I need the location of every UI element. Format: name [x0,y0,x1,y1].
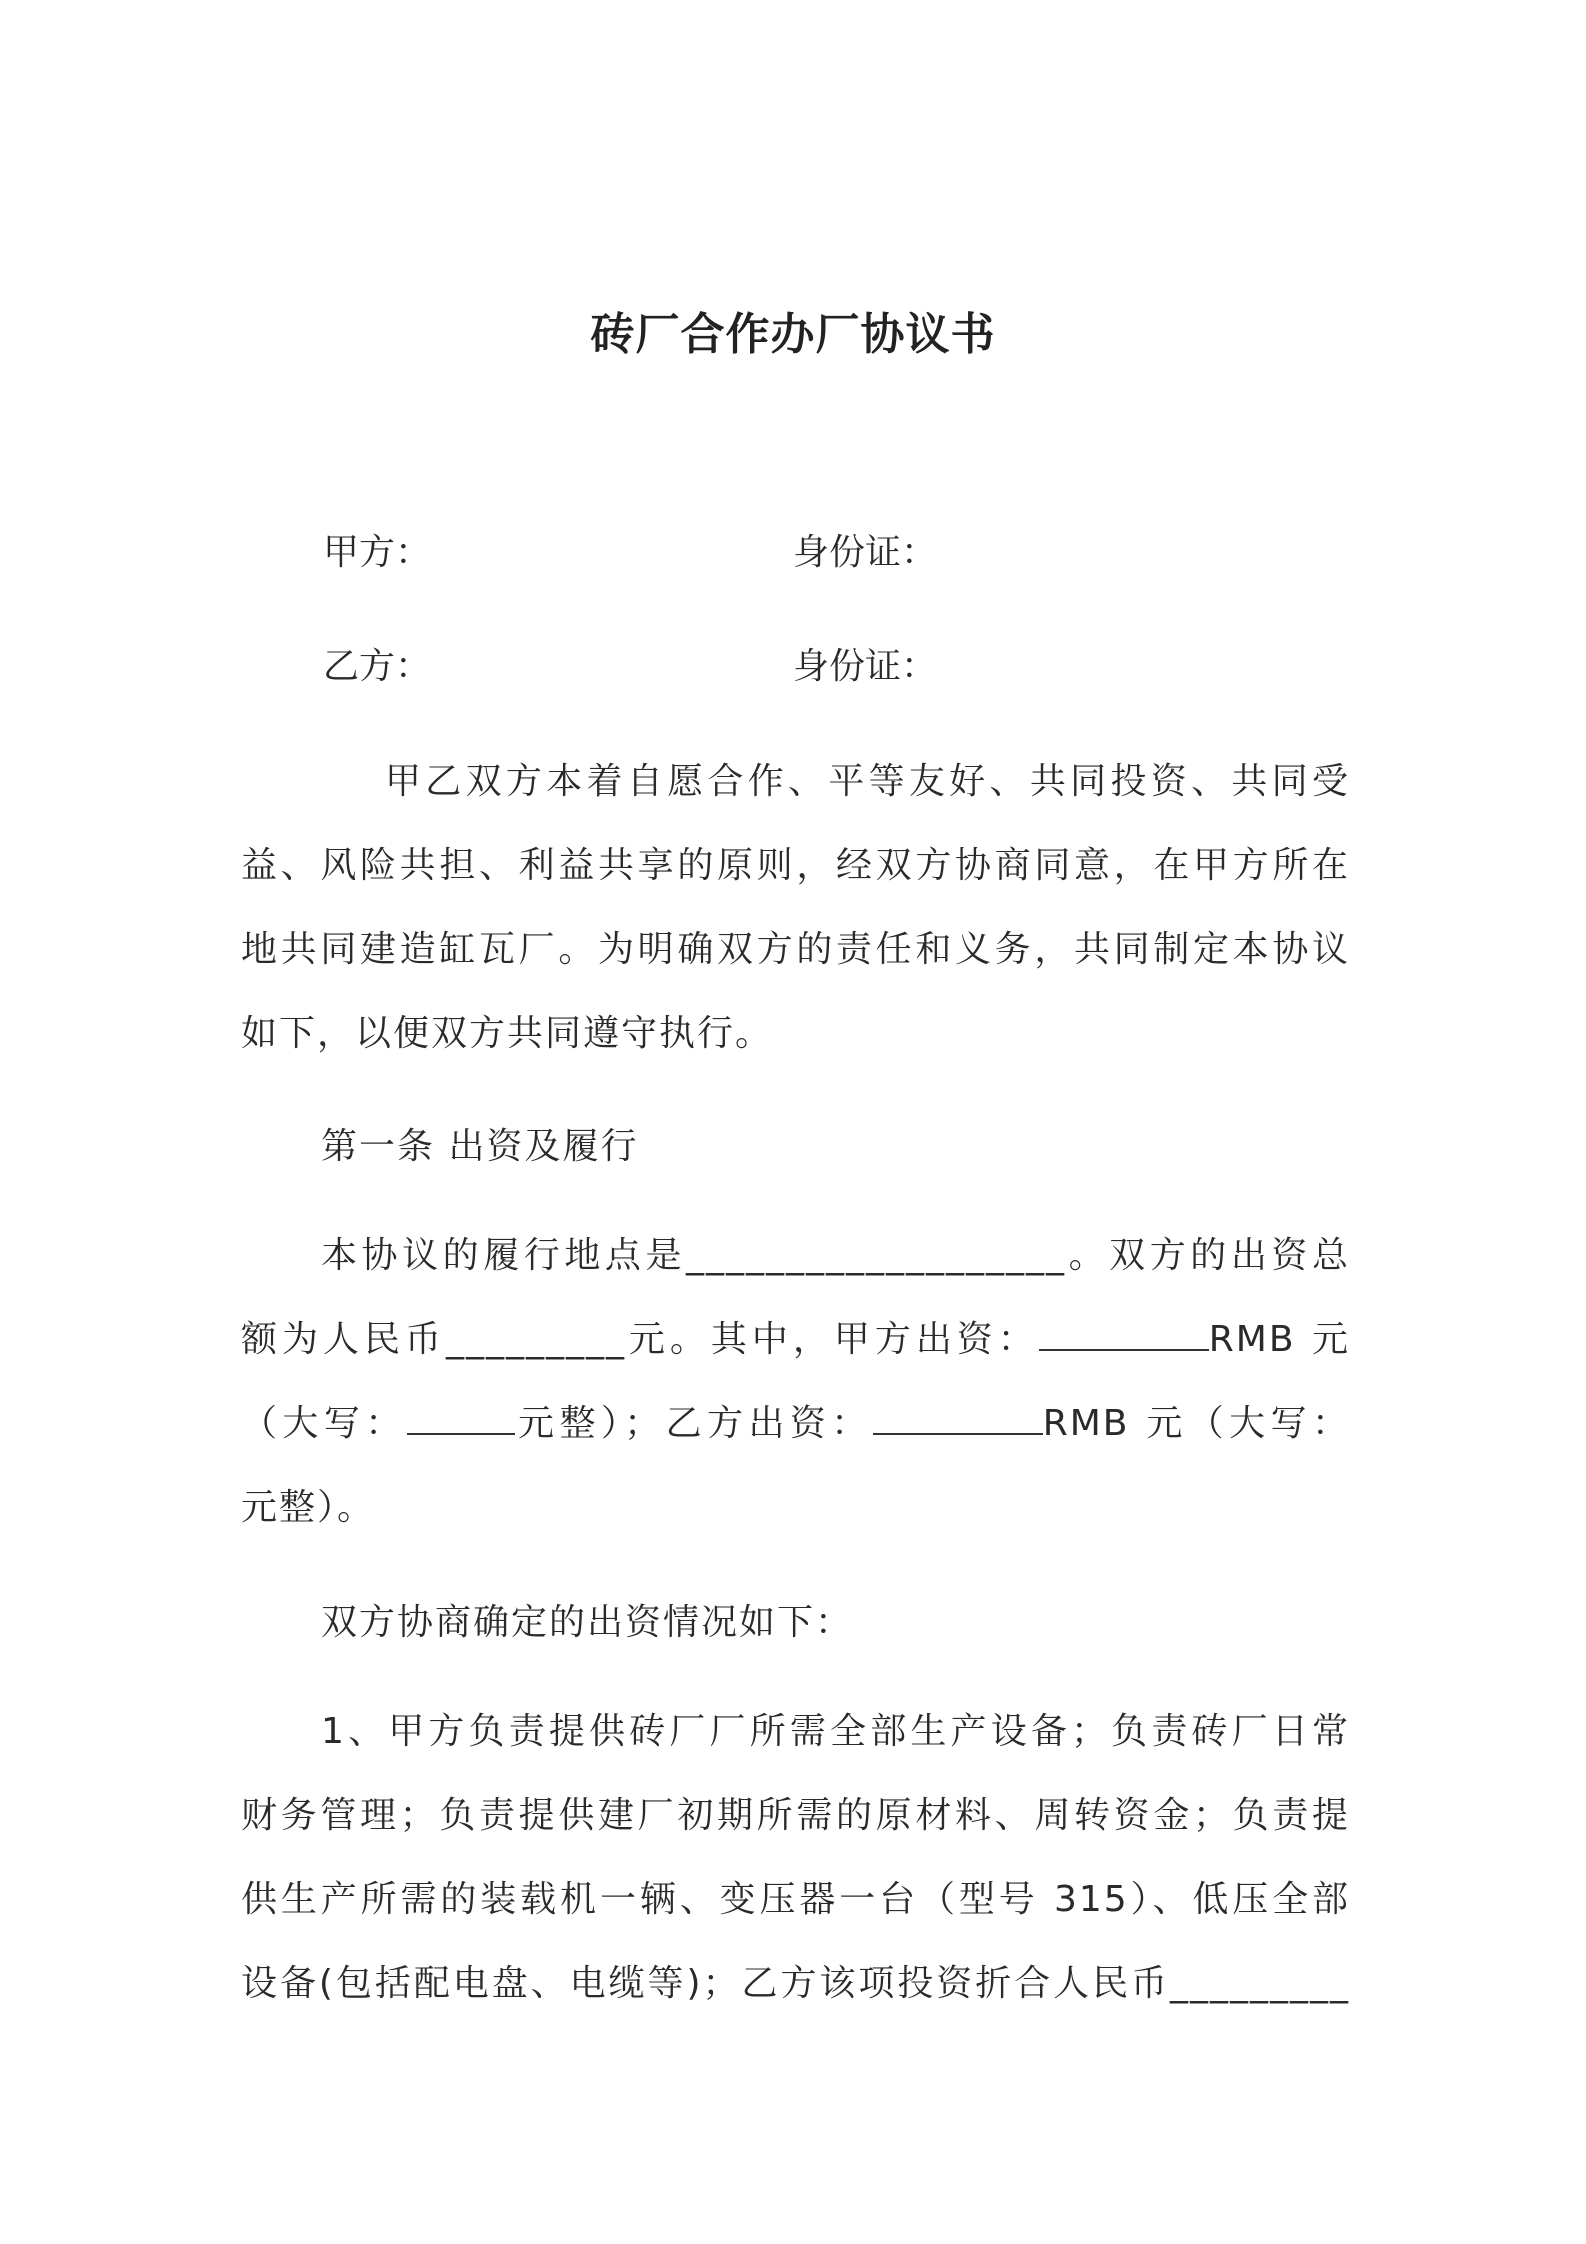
article-1-line-3 [241,1382,1350,1466]
article-1-text: 额为人民币 [241,1319,446,1360]
intro-paragraph [241,740,1350,1076]
article-1-text: 本协议的履行地点是 [321,1235,687,1276]
item-1-line: 供生产所需的装载机一辆、变压器一台（型号 315）、低压全部 [241,1879,1350,1920]
article-1-text: 元。其中，甲方出资： [625,1319,1039,1360]
intro-line: 益、风险共担、利益共享的原则，经双方协商同意，在甲方所在 [241,845,1350,886]
intro-line: 甲乙双方本着自愿合作、平等友好、共同投资、共同受 [385,761,1350,802]
party-a-words-blank [407,1403,515,1435]
party-a-row [323,524,1423,574]
article-1-text: （大写： [241,1403,407,1444]
consult-line: 双方协商确定的出资情况如下： [321,1602,854,1643]
party-a-amount-blank [1039,1319,1209,1351]
article-1-text: 元整）；乙方出资： [514,1403,873,1444]
party-b-label: 乙方： [323,646,432,687]
party-b-row [323,638,1423,688]
party-b-id-label: 身份证： [793,646,938,687]
item-1-line: 设备(包括配电盘、电缆等)；乙方该项投资折合人民币_________ [241,1963,1350,2004]
party-b-amount-blank [873,1403,1043,1435]
document-title: 砖厂合作办厂协议书 [590,309,996,360]
article-1-text: RMB 元（大写： [1042,1403,1350,1444]
party-a-id-label: 身份证： [793,532,938,573]
item-1-line: 1、甲方负责提供砖厂厂所需全部生产设备；负责砖厂日常 [321,1711,1350,1752]
article-1-heading: 第一条 出资及履行 [321,1126,639,1167]
article-1-text: RMB 元 [1208,1319,1350,1360]
intro-line: 如下，以便双方共同遵守执行。 [241,1013,774,1054]
item-1-line: 财务管理；负责提供建厂初期所需的原材料、周转资金；负责提 [241,1795,1350,1836]
total-amount-blank: _________ [445,1319,626,1360]
location-blank: ___________________ [686,1235,1067,1276]
article-1-line-4: 元整）。 [241,1487,376,1528]
party-a-label: 甲方： [323,532,432,573]
article-1-line-2 [241,1298,1350,1382]
item-1-paragraph [241,1690,1350,2026]
article-1-paragraph [241,1214,1350,1550]
article-1-line-1 [241,1214,1350,1298]
intro-line: 地共同建造缸瓦厂。为明确双方的责任和义务，共同制定本协议 [241,929,1350,970]
article-1-text: 。双方的出资总 [1066,1235,1350,1276]
